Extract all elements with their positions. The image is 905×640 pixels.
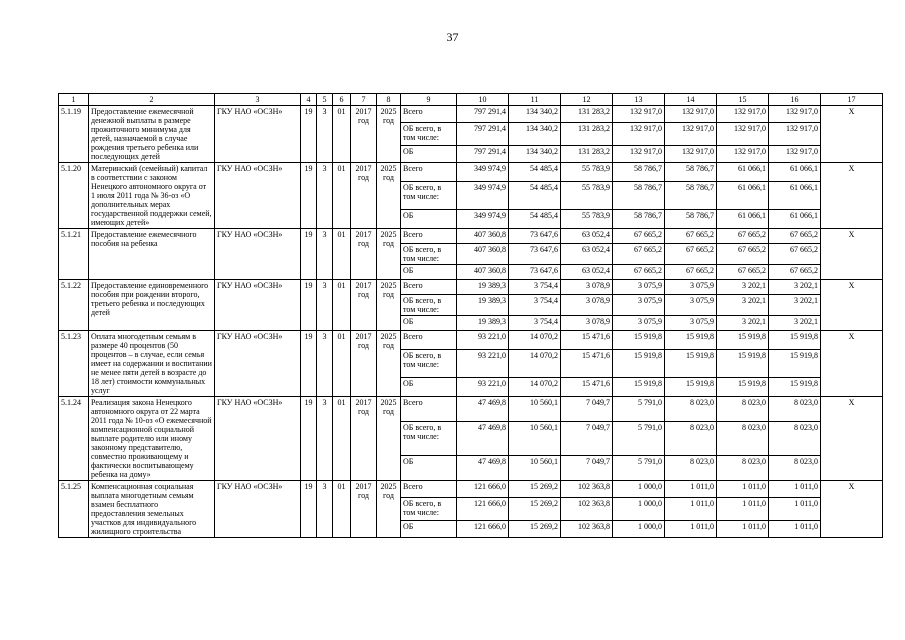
funding-source: ОБ всего, в том числе: bbox=[401, 421, 457, 456]
row-id: 5.1.24 bbox=[59, 397, 89, 481]
amount-cell: 61 066,1 bbox=[769, 209, 821, 228]
amount-cell: 58 786,7 bbox=[613, 209, 665, 228]
column-header: 17 bbox=[821, 94, 883, 106]
amount-cell: 15 919,8 bbox=[717, 377, 769, 396]
amount-cell: 15 919,8 bbox=[665, 350, 717, 377]
amount-cell: 8 023,0 bbox=[717, 456, 769, 481]
amount-cell: 73 647,6 bbox=[509, 229, 561, 244]
amount-cell: 349 974,9 bbox=[457, 163, 509, 182]
responsible-org: ГКУ НАО «ОСЗН» bbox=[215, 331, 301, 397]
amount-cell: 10 560,1 bbox=[509, 456, 561, 481]
amount-cell: 3 075,9 bbox=[665, 295, 717, 316]
measure-name: Компенсационная социальная выплата многодетным семьям взамен бесплатного предоставления земельных участков для индивидуального жилищного строительства bbox=[89, 481, 215, 538]
amount-cell: 132 917,0 bbox=[717, 146, 769, 163]
table-row bbox=[59, 397, 883, 422]
amount-cell: 1 011,0 bbox=[717, 481, 769, 498]
amount-cell: 3 202,1 bbox=[717, 280, 769, 295]
amount-cell: 63 052,4 bbox=[561, 229, 613, 244]
column-header: 7 bbox=[351, 94, 377, 106]
column-header: 2 bbox=[89, 94, 215, 106]
funding-source: ОБ bbox=[401, 265, 457, 280]
amount-cell: 132 917,0 bbox=[717, 106, 769, 123]
amount-cell: 407 360,8 bbox=[457, 265, 509, 280]
amount-cell: 67 665,2 bbox=[769, 244, 821, 265]
amount-cell: 63 052,4 bbox=[561, 265, 613, 280]
amount-cell: 3 754,4 bbox=[509, 316, 561, 331]
funding-source: Всего bbox=[401, 106, 457, 123]
amount-cell: 15 919,8 bbox=[613, 350, 665, 377]
amount-cell: 3 202,1 bbox=[769, 316, 821, 331]
measure-name: Предоставление ежемесячной денежной выплаты в размере прожиточного минимума для детей, назначаемой в случае рождения третьего ребенка или последующих детей bbox=[89, 106, 215, 163]
table-row bbox=[59, 481, 883, 498]
amount-cell: 15 269,2 bbox=[509, 481, 561, 498]
amount-cell: 131 283,2 bbox=[561, 106, 613, 123]
amount-cell: 93 221,0 bbox=[457, 350, 509, 377]
row-id: 5.1.21 bbox=[59, 229, 89, 280]
amount-cell: 15 919,8 bbox=[665, 331, 717, 350]
amount-cell: 132 917,0 bbox=[769, 106, 821, 123]
code-4: 19 bbox=[301, 331, 317, 397]
amount-cell: 132 917,0 bbox=[769, 122, 821, 145]
amount-cell: 7 049,7 bbox=[561, 421, 613, 456]
amount-cell: 8 023,0 bbox=[769, 421, 821, 456]
amount-cell: 131 283,2 bbox=[561, 122, 613, 145]
amount-cell: 67 665,2 bbox=[613, 229, 665, 244]
amount-cell: 3 075,9 bbox=[613, 280, 665, 295]
code-5: 3 bbox=[317, 280, 333, 331]
row-id: 5.1.23 bbox=[59, 331, 89, 397]
amount-cell: 102 363,8 bbox=[561, 497, 613, 520]
amount-cell: 5 791,0 bbox=[613, 456, 665, 481]
table-row bbox=[59, 229, 883, 244]
responsible-org: ГКУ НАО «ОСЗН» bbox=[215, 280, 301, 331]
code-4: 19 bbox=[301, 280, 317, 331]
column-header: 6 bbox=[333, 94, 351, 106]
amount-cell: 349 974,9 bbox=[457, 209, 509, 228]
amount-cell: 8 023,0 bbox=[665, 456, 717, 481]
budget-table bbox=[58, 93, 883, 538]
table-row bbox=[59, 280, 883, 295]
amount-cell: 19 389,3 bbox=[457, 295, 509, 316]
column-header: 3 bbox=[215, 94, 301, 106]
measure-name: Предоставление единовременного пособия при рождении второго, третьего ребенка и последующих детей bbox=[89, 280, 215, 331]
funding-source: ОБ всего, в том числе: bbox=[401, 122, 457, 145]
table-header-row bbox=[59, 94, 883, 106]
end-year: 2025 год bbox=[377, 280, 401, 331]
column-17: X bbox=[821, 106, 883, 163]
amount-cell: 93 221,0 bbox=[457, 377, 509, 396]
amount-cell: 3 078,9 bbox=[561, 295, 613, 316]
amount-cell: 3 754,4 bbox=[509, 280, 561, 295]
column-17: X bbox=[821, 331, 883, 397]
amount-cell: 67 665,2 bbox=[717, 244, 769, 265]
amount-cell: 15 919,8 bbox=[769, 331, 821, 350]
amount-cell: 3 075,9 bbox=[613, 316, 665, 331]
amount-cell: 58 786,7 bbox=[613, 163, 665, 182]
end-year: 2025 год bbox=[377, 229, 401, 280]
amount-cell: 3 202,1 bbox=[717, 316, 769, 331]
amount-cell: 55 783,9 bbox=[561, 163, 613, 182]
amount-cell: 134 340,2 bbox=[509, 122, 561, 145]
funding-source: ОБ всего, в том числе: bbox=[401, 182, 457, 209]
funding-source: ОБ bbox=[401, 209, 457, 228]
amount-cell: 15 471,6 bbox=[561, 377, 613, 396]
code-6: 01 bbox=[333, 481, 351, 538]
amount-cell: 132 917,0 bbox=[665, 122, 717, 145]
amount-cell: 3 078,9 bbox=[561, 280, 613, 295]
amount-cell: 15 269,2 bbox=[509, 521, 561, 538]
table-row bbox=[59, 331, 883, 350]
amount-cell: 1 011,0 bbox=[665, 481, 717, 498]
amount-cell: 15 919,8 bbox=[717, 331, 769, 350]
amount-cell: 3 075,9 bbox=[665, 280, 717, 295]
column-header: 4 bbox=[301, 94, 317, 106]
start-year: 2017 год bbox=[351, 106, 377, 163]
code-6: 01 bbox=[333, 280, 351, 331]
code-6: 01 bbox=[333, 163, 351, 229]
code-5: 3 bbox=[317, 229, 333, 280]
column-17: X bbox=[821, 397, 883, 481]
column-header: 16 bbox=[769, 94, 821, 106]
funding-source: ОБ всего, в том числе: bbox=[401, 350, 457, 377]
column-header: 14 bbox=[665, 94, 717, 106]
code-5: 3 bbox=[317, 163, 333, 229]
amount-cell: 14 070,2 bbox=[509, 350, 561, 377]
page-number: 37 bbox=[446, 30, 459, 44]
amount-cell: 8 023,0 bbox=[717, 421, 769, 456]
table-row bbox=[59, 106, 883, 123]
responsible-org: ГКУ НАО «ОСЗН» bbox=[215, 397, 301, 481]
column-header: 5 bbox=[317, 94, 333, 106]
amount-cell: 1 011,0 bbox=[769, 481, 821, 498]
end-year: 2025 год bbox=[377, 163, 401, 229]
column-header: 10 bbox=[457, 94, 509, 106]
code-4: 19 bbox=[301, 229, 317, 280]
code-4: 19 bbox=[301, 163, 317, 229]
amount-cell: 407 360,8 bbox=[457, 229, 509, 244]
amount-cell: 67 665,2 bbox=[613, 244, 665, 265]
code-6: 01 bbox=[333, 331, 351, 397]
code-4: 19 bbox=[301, 481, 317, 538]
funding-source: ОБ всего, в том числе: bbox=[401, 295, 457, 316]
amount-cell: 102 363,8 bbox=[561, 481, 613, 498]
amount-cell: 1 011,0 bbox=[717, 497, 769, 520]
measure-name: Предоставление ежемесячного пособия на ребенка bbox=[89, 229, 215, 280]
amount-cell: 5 791,0 bbox=[613, 397, 665, 422]
funding-source: ОБ bbox=[401, 456, 457, 481]
amount-cell: 47 469,8 bbox=[457, 421, 509, 456]
code-5: 3 bbox=[317, 106, 333, 163]
code-4: 19 bbox=[301, 106, 317, 163]
start-year: 2017 год bbox=[351, 163, 377, 229]
funding-source: ОБ bbox=[401, 146, 457, 163]
amount-cell: 132 917,0 bbox=[769, 146, 821, 163]
end-year: 2025 год bbox=[377, 106, 401, 163]
amount-cell: 61 066,1 bbox=[769, 163, 821, 182]
amount-cell: 1 011,0 bbox=[665, 497, 717, 520]
amount-cell: 7 049,7 bbox=[561, 397, 613, 422]
column-17: X bbox=[821, 229, 883, 280]
column-header: 11 bbox=[509, 94, 561, 106]
responsible-org: ГКУ НАО «ОСЗН» bbox=[215, 229, 301, 280]
amount-cell: 15 269,2 bbox=[509, 497, 561, 520]
amount-cell: 7 049,7 bbox=[561, 456, 613, 481]
amount-cell: 73 647,6 bbox=[509, 265, 561, 280]
amount-cell: 10 560,1 bbox=[509, 397, 561, 422]
amount-cell: 8 023,0 bbox=[717, 397, 769, 422]
table-row bbox=[59, 163, 883, 182]
amount-cell: 58 786,7 bbox=[613, 182, 665, 209]
amount-cell: 15 471,6 bbox=[561, 331, 613, 350]
measure-name: Оплата многодетным семьям в размере 40 процентов (50 процентов – в случае, если семья имеет на содержании и воспитании не менее пяти детей в возрасте до 18 лет) стоимости коммунальных услуг bbox=[89, 331, 215, 397]
column-header: 12 bbox=[561, 94, 613, 106]
amount-cell: 1 011,0 bbox=[769, 521, 821, 538]
amount-cell: 132 917,0 bbox=[613, 122, 665, 145]
amount-cell: 797 291,4 bbox=[457, 146, 509, 163]
amount-cell: 15 471,6 bbox=[561, 350, 613, 377]
amount-cell: 121 666,0 bbox=[457, 521, 509, 538]
amount-cell: 8 023,0 bbox=[769, 397, 821, 422]
code-6: 01 bbox=[333, 229, 351, 280]
amount-cell: 132 917,0 bbox=[613, 146, 665, 163]
column-header: 15 bbox=[717, 94, 769, 106]
amount-cell: 58 786,7 bbox=[665, 209, 717, 228]
amount-cell: 1 000,0 bbox=[613, 481, 665, 498]
column-17: X bbox=[821, 163, 883, 229]
amount-cell: 14 070,2 bbox=[509, 331, 561, 350]
column-header: 9 bbox=[401, 94, 457, 106]
amount-cell: 8 023,0 bbox=[665, 397, 717, 422]
amount-cell: 349 974,9 bbox=[457, 182, 509, 209]
amount-cell: 67 665,2 bbox=[665, 244, 717, 265]
code-5: 3 bbox=[317, 331, 333, 397]
responsible-org: ГКУ НАО «ОСЗН» bbox=[215, 163, 301, 229]
column-17: X bbox=[821, 280, 883, 331]
column-17: X bbox=[821, 481, 883, 538]
amount-cell: 67 665,2 bbox=[769, 265, 821, 280]
amount-cell: 61 066,1 bbox=[769, 182, 821, 209]
funding-source: ОБ всего, в том числе: bbox=[401, 244, 457, 265]
end-year: 2025 год bbox=[377, 331, 401, 397]
amount-cell: 121 666,0 bbox=[457, 497, 509, 520]
code-6: 01 bbox=[333, 106, 351, 163]
amount-cell: 1 000,0 bbox=[613, 521, 665, 538]
measure-name: Реализация закона Ненецкого автономного округа от 22 марта 2011 года № 10-оз «О ежемесячной компенсационной социальной выплате родителю или иному законному представителю, совместно проживающему и фактически воспитывающему ребенка на дому» bbox=[89, 397, 215, 481]
amount-cell: 15 919,8 bbox=[613, 331, 665, 350]
row-id: 5.1.19 bbox=[59, 106, 89, 163]
amount-cell: 3 202,1 bbox=[769, 280, 821, 295]
row-id: 5.1.22 bbox=[59, 280, 89, 331]
amount-cell: 93 221,0 bbox=[457, 331, 509, 350]
funding-source: Всего bbox=[401, 280, 457, 295]
start-year: 2017 год bbox=[351, 280, 377, 331]
amount-cell: 54 485,4 bbox=[509, 209, 561, 228]
amount-cell: 15 919,8 bbox=[769, 350, 821, 377]
amount-cell: 54 485,4 bbox=[509, 163, 561, 182]
responsible-org: ГКУ НАО «ОСЗН» bbox=[215, 481, 301, 538]
funding-source: Всего bbox=[401, 481, 457, 498]
amount-cell: 14 070,2 bbox=[509, 377, 561, 396]
amount-cell: 58 786,7 bbox=[665, 182, 717, 209]
amount-cell: 121 666,0 bbox=[457, 481, 509, 498]
measure-name: Материнский (семейный) капитал в соответствии с законом Ненецкого автономного округа от 1 июля 2011 года № 36-оз «О дополнительных мерах государственной поддержки семей, имеющих детей» bbox=[89, 163, 215, 229]
amount-cell: 1 000,0 bbox=[613, 497, 665, 520]
amount-cell: 8 023,0 bbox=[665, 421, 717, 456]
amount-cell: 19 389,3 bbox=[457, 316, 509, 331]
amount-cell: 1 011,0 bbox=[769, 497, 821, 520]
amount-cell: 67 665,2 bbox=[613, 265, 665, 280]
amount-cell: 67 665,2 bbox=[769, 229, 821, 244]
start-year: 2017 год bbox=[351, 397, 377, 481]
amount-cell: 73 647,6 bbox=[509, 244, 561, 265]
funding-source: Всего bbox=[401, 331, 457, 350]
amount-cell: 797 291,4 bbox=[457, 122, 509, 145]
amount-cell: 47 469,8 bbox=[457, 456, 509, 481]
code-5: 3 bbox=[317, 397, 333, 481]
amount-cell: 67 665,2 bbox=[717, 229, 769, 244]
amount-cell: 132 917,0 bbox=[717, 122, 769, 145]
amount-cell: 134 340,2 bbox=[509, 106, 561, 123]
amount-cell: 132 917,0 bbox=[665, 106, 717, 123]
amount-cell: 1 011,0 bbox=[717, 521, 769, 538]
funding-source: ОБ bbox=[401, 316, 457, 331]
amount-cell: 19 389,3 bbox=[457, 280, 509, 295]
amount-cell: 131 283,2 bbox=[561, 146, 613, 163]
amount-cell: 132 917,0 bbox=[665, 146, 717, 163]
amount-cell: 55 783,9 bbox=[561, 209, 613, 228]
amount-cell: 67 665,2 bbox=[665, 265, 717, 280]
amount-cell: 15 919,8 bbox=[613, 377, 665, 396]
amount-cell: 61 066,1 bbox=[717, 182, 769, 209]
amount-cell: 3 078,9 bbox=[561, 316, 613, 331]
row-id: 5.1.25 bbox=[59, 481, 89, 538]
amount-cell: 407 360,8 bbox=[457, 244, 509, 265]
amount-cell: 67 665,2 bbox=[665, 229, 717, 244]
code-6: 01 bbox=[333, 397, 351, 481]
amount-cell: 3 202,1 bbox=[717, 295, 769, 316]
amount-cell: 8 023,0 bbox=[769, 456, 821, 481]
start-year: 2017 год bbox=[351, 331, 377, 397]
funding-source: Всего bbox=[401, 163, 457, 182]
column-header: 8 bbox=[377, 94, 401, 106]
amount-cell: 61 066,1 bbox=[717, 163, 769, 182]
funding-source: ОБ bbox=[401, 377, 457, 396]
amount-cell: 55 783,9 bbox=[561, 182, 613, 209]
funding-source: Всего bbox=[401, 397, 457, 422]
start-year: 2017 год bbox=[351, 229, 377, 280]
amount-cell: 102 363,8 bbox=[561, 521, 613, 538]
amount-cell: 15 919,8 bbox=[665, 377, 717, 396]
start-year: 2017 год bbox=[351, 481, 377, 538]
amount-cell: 134 340,2 bbox=[509, 146, 561, 163]
amount-cell: 5 791,0 bbox=[613, 421, 665, 456]
amount-cell: 3 754,4 bbox=[509, 295, 561, 316]
funding-source: Всего bbox=[401, 229, 457, 244]
amount-cell: 797 291,4 bbox=[457, 106, 509, 123]
amount-cell: 47 469,8 bbox=[457, 397, 509, 422]
amount-cell: 1 011,0 bbox=[665, 521, 717, 538]
amount-cell: 61 066,1 bbox=[717, 209, 769, 228]
amount-cell: 15 919,8 bbox=[717, 350, 769, 377]
code-4: 19 bbox=[301, 397, 317, 481]
funding-source: ОБ всего, в том числе: bbox=[401, 497, 457, 520]
responsible-org: ГКУ НАО «ОСЗН» bbox=[215, 106, 301, 163]
end-year: 2025 год bbox=[377, 397, 401, 481]
amount-cell: 67 665,2 bbox=[717, 265, 769, 280]
row-id: 5.1.20 bbox=[59, 163, 89, 229]
amount-cell: 132 917,0 bbox=[613, 106, 665, 123]
column-header: 13 bbox=[613, 94, 665, 106]
amount-cell: 3 075,9 bbox=[613, 295, 665, 316]
amount-cell: 10 560,1 bbox=[509, 421, 561, 456]
amount-cell: 63 052,4 bbox=[561, 244, 613, 265]
end-year: 2025 год bbox=[377, 481, 401, 538]
amount-cell: 54 485,4 bbox=[509, 182, 561, 209]
amount-cell: 3 075,9 bbox=[665, 316, 717, 331]
column-header: 1 bbox=[59, 94, 89, 106]
amount-cell: 58 786,7 bbox=[665, 163, 717, 182]
amount-cell: 15 919,8 bbox=[769, 377, 821, 396]
amount-cell: 3 202,1 bbox=[769, 295, 821, 316]
code-5: 3 bbox=[317, 481, 333, 538]
funding-source: ОБ bbox=[401, 521, 457, 538]
